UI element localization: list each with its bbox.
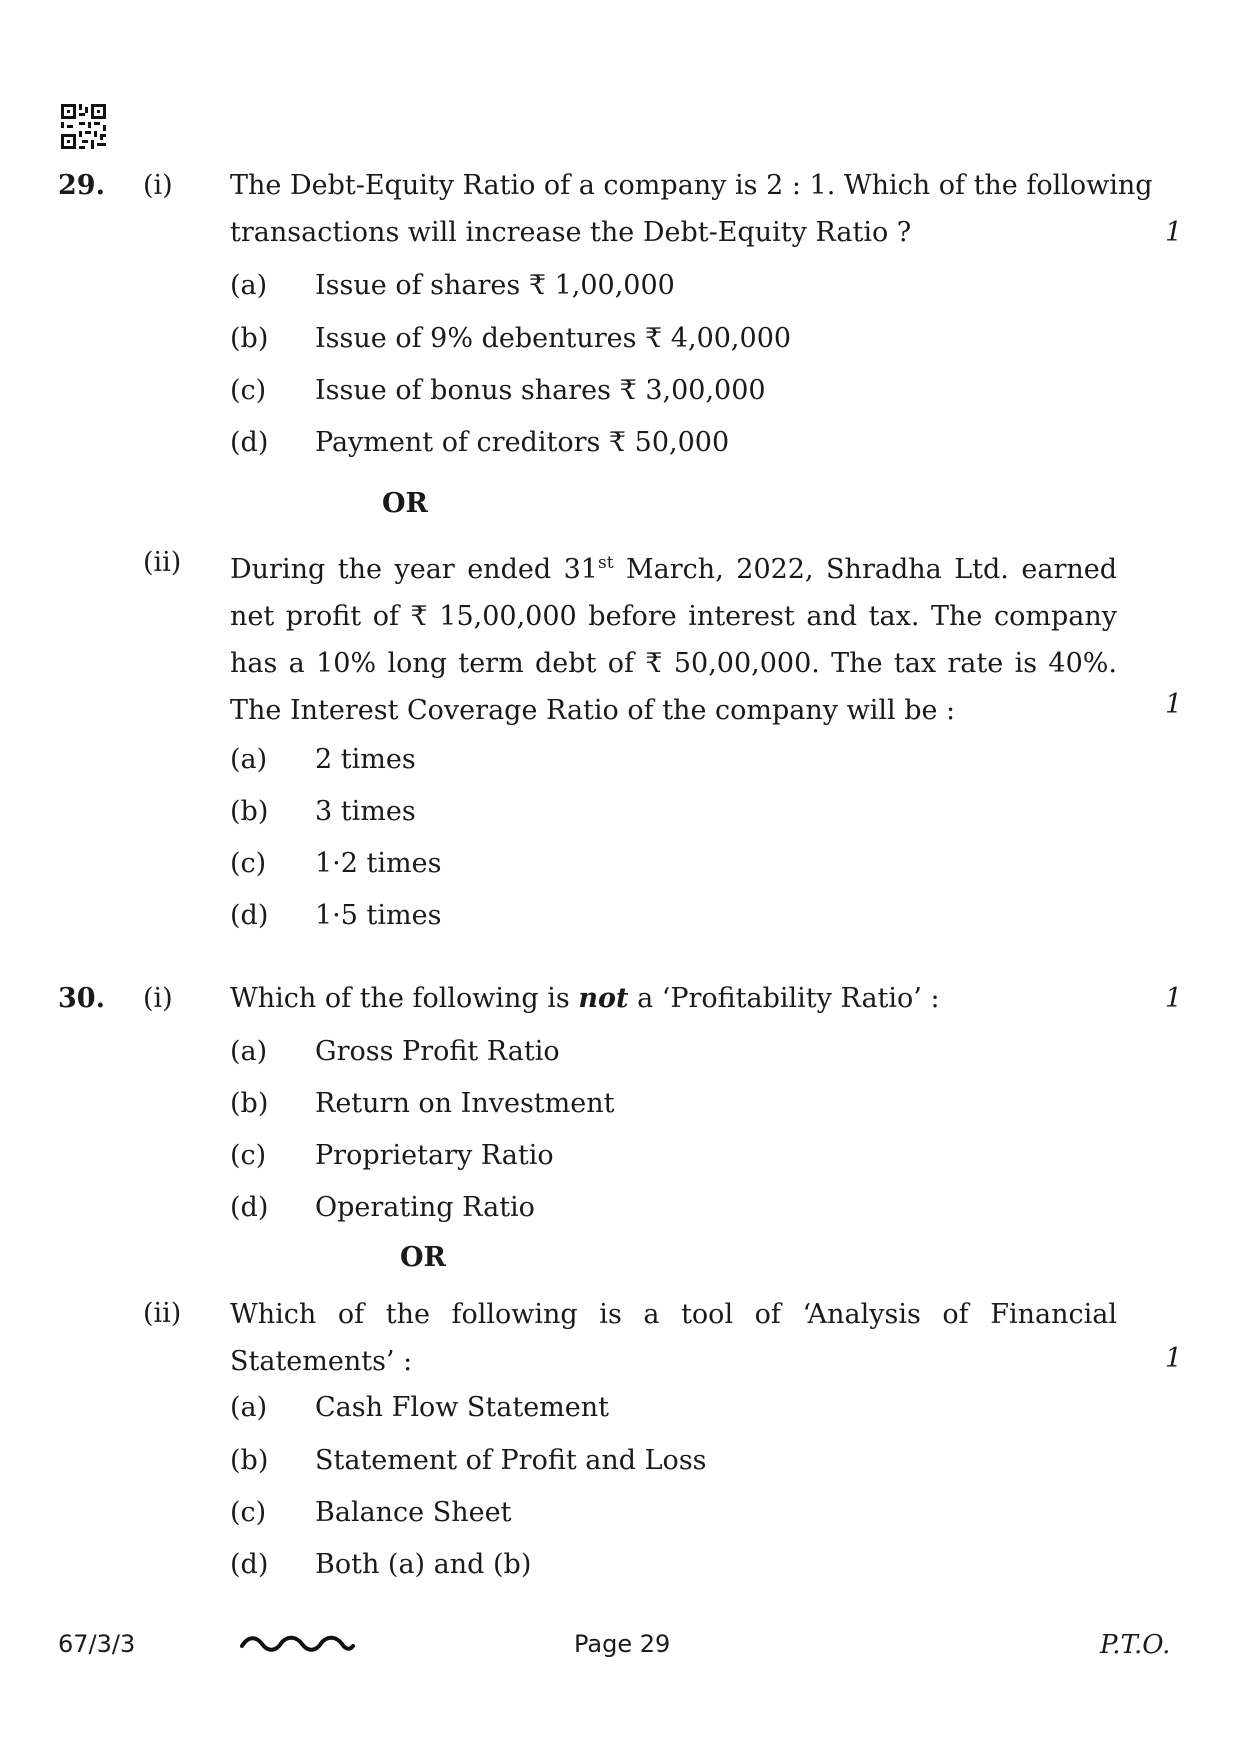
option-text: Issue of shares ₹ 1,00,000 bbox=[315, 270, 675, 301]
option-text: Issue of 9% debentures ₹ 4,00,000 bbox=[315, 323, 792, 354]
wave-ornament-icon bbox=[240, 1634, 355, 1654]
question-text: Which of the following is a tool of ‘Analysis of Financial Statements’ : bbox=[230, 1299, 1117, 1377]
option-text: 3 times bbox=[315, 796, 416, 827]
option-text: Payment of creditors ₹ 50,000 bbox=[315, 427, 730, 458]
marks: 1 bbox=[1165, 689, 1183, 720]
option-label: (c) bbox=[230, 375, 267, 406]
option-text: 1·2 times bbox=[315, 848, 442, 879]
please-turn-over: P.T.O. bbox=[1100, 1630, 1171, 1660]
option-text: Operating Ratio bbox=[315, 1192, 535, 1223]
part-label: (ii) bbox=[143, 547, 182, 578]
question-text: transactions will increase the Debt-Equity Ratio ? bbox=[230, 217, 912, 248]
page-number: Page 29 bbox=[574, 1630, 671, 1658]
option-label: (a) bbox=[230, 744, 268, 775]
question-number: 29. bbox=[58, 170, 105, 201]
option-text: Balance Sheet bbox=[315, 1497, 512, 1528]
or-separator: OR bbox=[382, 488, 428, 519]
option-text: Gross Profit Ratio bbox=[315, 1036, 560, 1067]
option-label: (c) bbox=[230, 1497, 267, 1528]
or-separator: OR bbox=[400, 1242, 446, 1273]
marks: 1 bbox=[1165, 217, 1183, 248]
option-label: (b) bbox=[230, 1445, 269, 1476]
question-text: During the year ended 31st March, 2022, Shradha Ltd. earned net profit of ₹ 15,00,000 before interest and tax. The company has a 10% long term debt of ₹ 50,00,000. The tax rate is 40%. The Interest Coverage Ratio of the company will be : bbox=[230, 553, 1117, 726]
option-label: (d) bbox=[230, 1549, 269, 1580]
question-text: The Debt-Equity Ratio of a company is 2 : 1. Which of the following bbox=[230, 170, 1153, 201]
option-label: (c) bbox=[230, 848, 267, 879]
qr-code-icon bbox=[61, 104, 106, 149]
option-text: Both (a) and (b) bbox=[315, 1549, 532, 1580]
option-text: Issue of bonus shares ₹ 3,00,000 bbox=[315, 375, 766, 406]
option-text: Cash Flow Statement bbox=[315, 1392, 609, 1423]
part-label: (ii) bbox=[143, 1298, 182, 1329]
option-label: (d) bbox=[230, 427, 269, 458]
option-label: (b) bbox=[230, 1088, 269, 1119]
part-label: (i) bbox=[143, 170, 173, 201]
option-label: (a) bbox=[230, 1392, 268, 1423]
marks: 1 bbox=[1165, 1343, 1183, 1374]
part-label: (i) bbox=[143, 983, 173, 1014]
option-label: (d) bbox=[230, 1192, 269, 1223]
option-label: (b) bbox=[230, 796, 269, 827]
option-text: Proprietary Ratio bbox=[315, 1140, 554, 1171]
question-number: 30. bbox=[58, 983, 105, 1014]
marks: 1 bbox=[1165, 983, 1183, 1014]
option-text: Return on Investment bbox=[315, 1088, 615, 1119]
option-label: (d) bbox=[230, 900, 269, 931]
option-label: (a) bbox=[230, 270, 268, 301]
option-text: Statement of Profit and Loss bbox=[315, 1445, 707, 1476]
option-label: (a) bbox=[230, 1036, 268, 1067]
question-text: Which of the following is not a ‘Profitability Ratio’ : bbox=[230, 983, 940, 1014]
option-label: (c) bbox=[230, 1140, 267, 1171]
option-text: 1·5 times bbox=[315, 900, 442, 931]
option-text: 2 times bbox=[315, 744, 416, 775]
option-label: (b) bbox=[230, 323, 269, 354]
paper-code: 67/3/3 bbox=[58, 1630, 136, 1658]
